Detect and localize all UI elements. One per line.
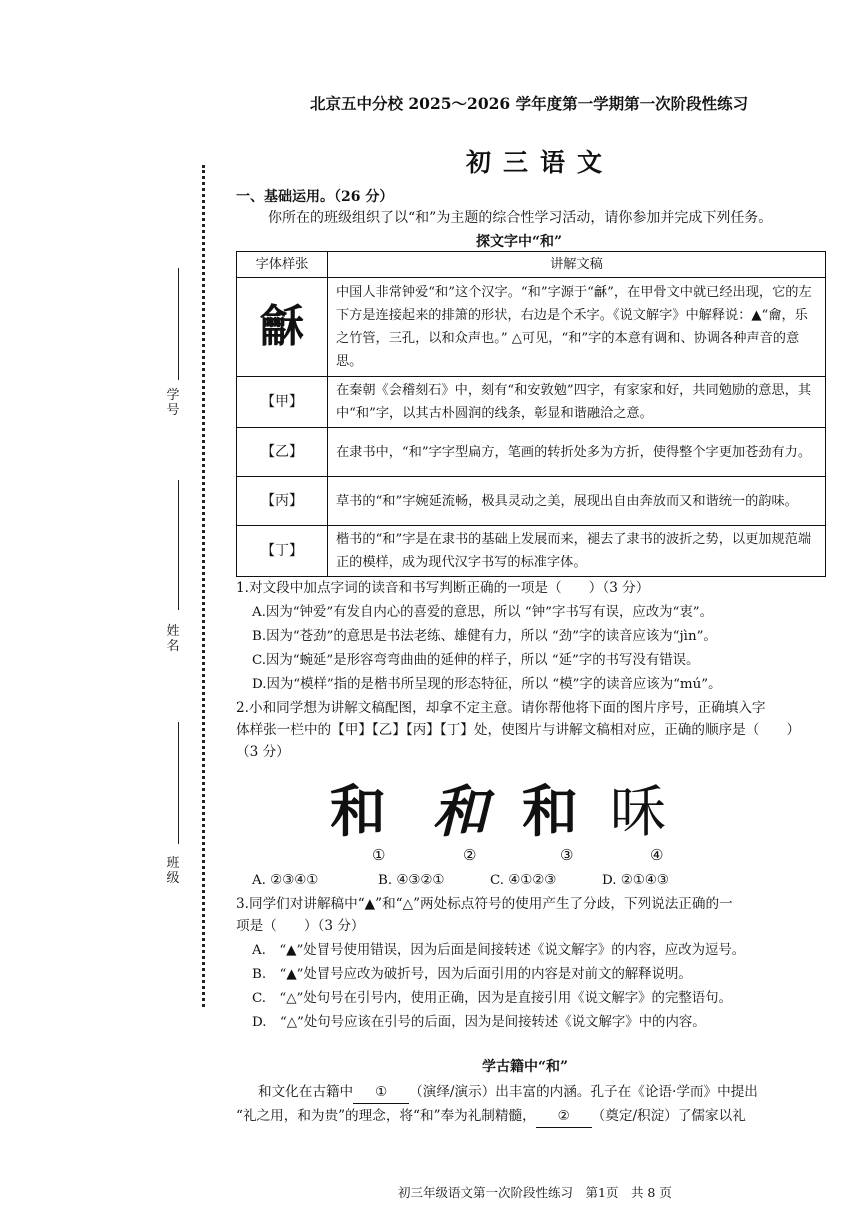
q2-option-b: B. ④③②① xyxy=(378,873,445,888)
calligraphy-image-2: 和 xyxy=(432,779,488,845)
section2-paragraph-line1 xyxy=(258,1082,758,1104)
q2-stem-line1: 2.小和同学想为讲解文稿配图，却拿不定主意。请你帮他将下面的图片序号，正确填入字 xyxy=(236,700,766,716)
table-cell-label: 【丁】 xyxy=(237,526,328,577)
table-row xyxy=(237,526,826,577)
table-row xyxy=(237,428,826,477)
fill-blank-1[interactable]: ① xyxy=(353,1082,409,1104)
table-cell-label: 【甲】 xyxy=(237,377,328,428)
q2-option-a: A. ②③④① xyxy=(252,873,319,888)
image-number-3: ③ xyxy=(560,846,574,864)
table-header-text: 讲解文稿 xyxy=(328,252,826,278)
text-run: （演绎/演示）出丰富的内涵。孔子在《论语·学而》中提出 xyxy=(409,1084,758,1100)
q1-option-c: C.因为“蜿延”是形容弯弯曲曲的延伸的样子，所以 “延”字的书写没有错误。 xyxy=(252,653,700,668)
section2-paragraph-line2 xyxy=(236,1106,746,1128)
binding-dotted-line xyxy=(202,165,205,1007)
q3-stem-line1: 3.同学们对讲解稿中“▲”和“△”两处标点符号的使用产生了分歧，下列说法正确的一 xyxy=(236,896,733,912)
table-cell-text: 楷书的“和”字是在隶书的基础上发展而来，褪去了隶书的波折之势，以更加规范端正的模样，成为现代汉字书写的标准字体。 xyxy=(328,526,826,577)
explanation-table xyxy=(236,251,826,577)
name-blank-line xyxy=(178,480,179,610)
text-run: 和文化在古籍中 xyxy=(258,1084,354,1100)
table-title: 探文字中“和” xyxy=(476,234,563,250)
table-row xyxy=(237,278,826,377)
q3-stem-line2: 项是（ ）（3 分） xyxy=(236,918,365,934)
class-blank-line xyxy=(178,722,179,844)
class-label: 班级 xyxy=(166,856,180,886)
page-footer: 初三年级语文第一次阶段性练习 第1页 共 8 页 xyxy=(398,1185,672,1200)
table-row xyxy=(237,477,826,526)
page-title: 初三语文 xyxy=(466,148,615,177)
id-blank-line xyxy=(178,268,179,380)
image-number-4: ④ xyxy=(650,846,664,864)
q2-stem-line2: 体样张一栏中的【甲】【乙】【丙】【丁】处，使图片与讲解文稿相对应，正确的顺序是（ ） xyxy=(236,722,801,738)
he-glyph-sample: 龢 xyxy=(237,278,328,377)
id-label: 学号 xyxy=(166,388,180,418)
table-cell-text: 中国人非常钟爱“和”这个汉字。“和”字源于“龢”，在甲骨文中就已经出现，它的左下方是连接起来的排箫的形状，右边是个禾字。《说文解字》中解释说：▲“龠，乐之竹管，三孔，以和众声也。” △可见，“和”字的本意有调和、协调各种声音的意思。 xyxy=(328,278,826,377)
image-number-1: ① xyxy=(372,846,386,864)
table-row xyxy=(237,377,826,428)
q1-option-d: D.因为“模样”指的是楷书所呈现的形态特征，所以 “模”字的读音应该为“mú”。 xyxy=(252,677,722,692)
calligraphy-image-3: 和 xyxy=(522,779,578,845)
table-cell-label: 【乙】 xyxy=(237,428,328,477)
table-cell-text: 在秦朝《会稽刻石》中，刻有“和安敦勉”四字，有家家和好，共同勉励的意思，其中“和”字，以其古朴圆润的线条，彰显和谐融洽之意。 xyxy=(328,377,826,428)
q1-option-a: A.因为“钟爱”有发自内心的喜爱的意思，所以 “钟”字书写有误，应改为“衷”。 xyxy=(252,605,713,620)
table-cell-text: 草书的“和”字婉延流畅，极具灵动之美，展现出自由奔放而又和谐统一的韵味。 xyxy=(328,477,826,526)
table-cell-text: 在隶书中，“和”字字型扁方，笔画的转折处多为方折，使得整个字更加苍劲有力。 xyxy=(328,428,826,477)
q1-stem: 1.对文段中加点字词的读音和书写判断正确的一项是（ ）（3 分） xyxy=(236,580,650,596)
calligraphy-image-4: 咊 xyxy=(610,780,666,845)
table-cell-label: 【丙】 xyxy=(237,477,328,526)
section-intro: 你所在的班级组织了以“和”为主题的综合性学习活动，请你参加并完成下列任务。 xyxy=(268,210,773,226)
calligraphy-image-1: 和 xyxy=(330,779,386,845)
image-number-2: ② xyxy=(463,846,477,864)
q3-option-b: B. “▲”处冒号应改为破折号，因为后面引用的内容是对前文的解释说明。 xyxy=(252,967,692,982)
q3-option-a: A. “▲”处冒号使用错误，因为后面是间接转述《说文解字》的内容，应改为逗号。 xyxy=(252,943,746,958)
q2-option-c: C. ④①②③ xyxy=(490,873,557,888)
q1-option-b: B.因为“苍劲”的意思是书法老练、雄健有力，所以 “劲”字的读音应该为“jìn”。 xyxy=(252,629,717,644)
table-header-row xyxy=(237,252,826,278)
q3-option-d: D. “△”处句号应该在引号的后面，因为是间接转述《说文解字》中的内容。 xyxy=(252,1015,706,1030)
fill-blank-2[interactable]: ② xyxy=(536,1106,592,1128)
name-label: 姓名 xyxy=(166,624,180,654)
q2-stem-line3: （3 分） xyxy=(236,744,290,760)
exam-header: 北京五中分校 2025～2026 学年度第一学期第一次阶段性练习 xyxy=(310,94,749,113)
text-run: （奠定/积淀）了儒家以礼 xyxy=(591,1108,746,1124)
text-run: “礼之用，和为贵”的理念，将“和”奉为礼制精髓， xyxy=(236,1108,536,1124)
q3-option-c: C. “△”处句号在引号内，使用正确，因为是直接引用《说文解字》的完整语句。 xyxy=(252,991,732,1006)
table-header-font: 字体样张 xyxy=(237,252,328,278)
section2-title: 学古籍中“和” xyxy=(482,1059,569,1075)
q2-option-d: D. ②①④③ xyxy=(602,873,669,888)
section-heading: 一、基础运用。（26 分） xyxy=(236,189,394,205)
